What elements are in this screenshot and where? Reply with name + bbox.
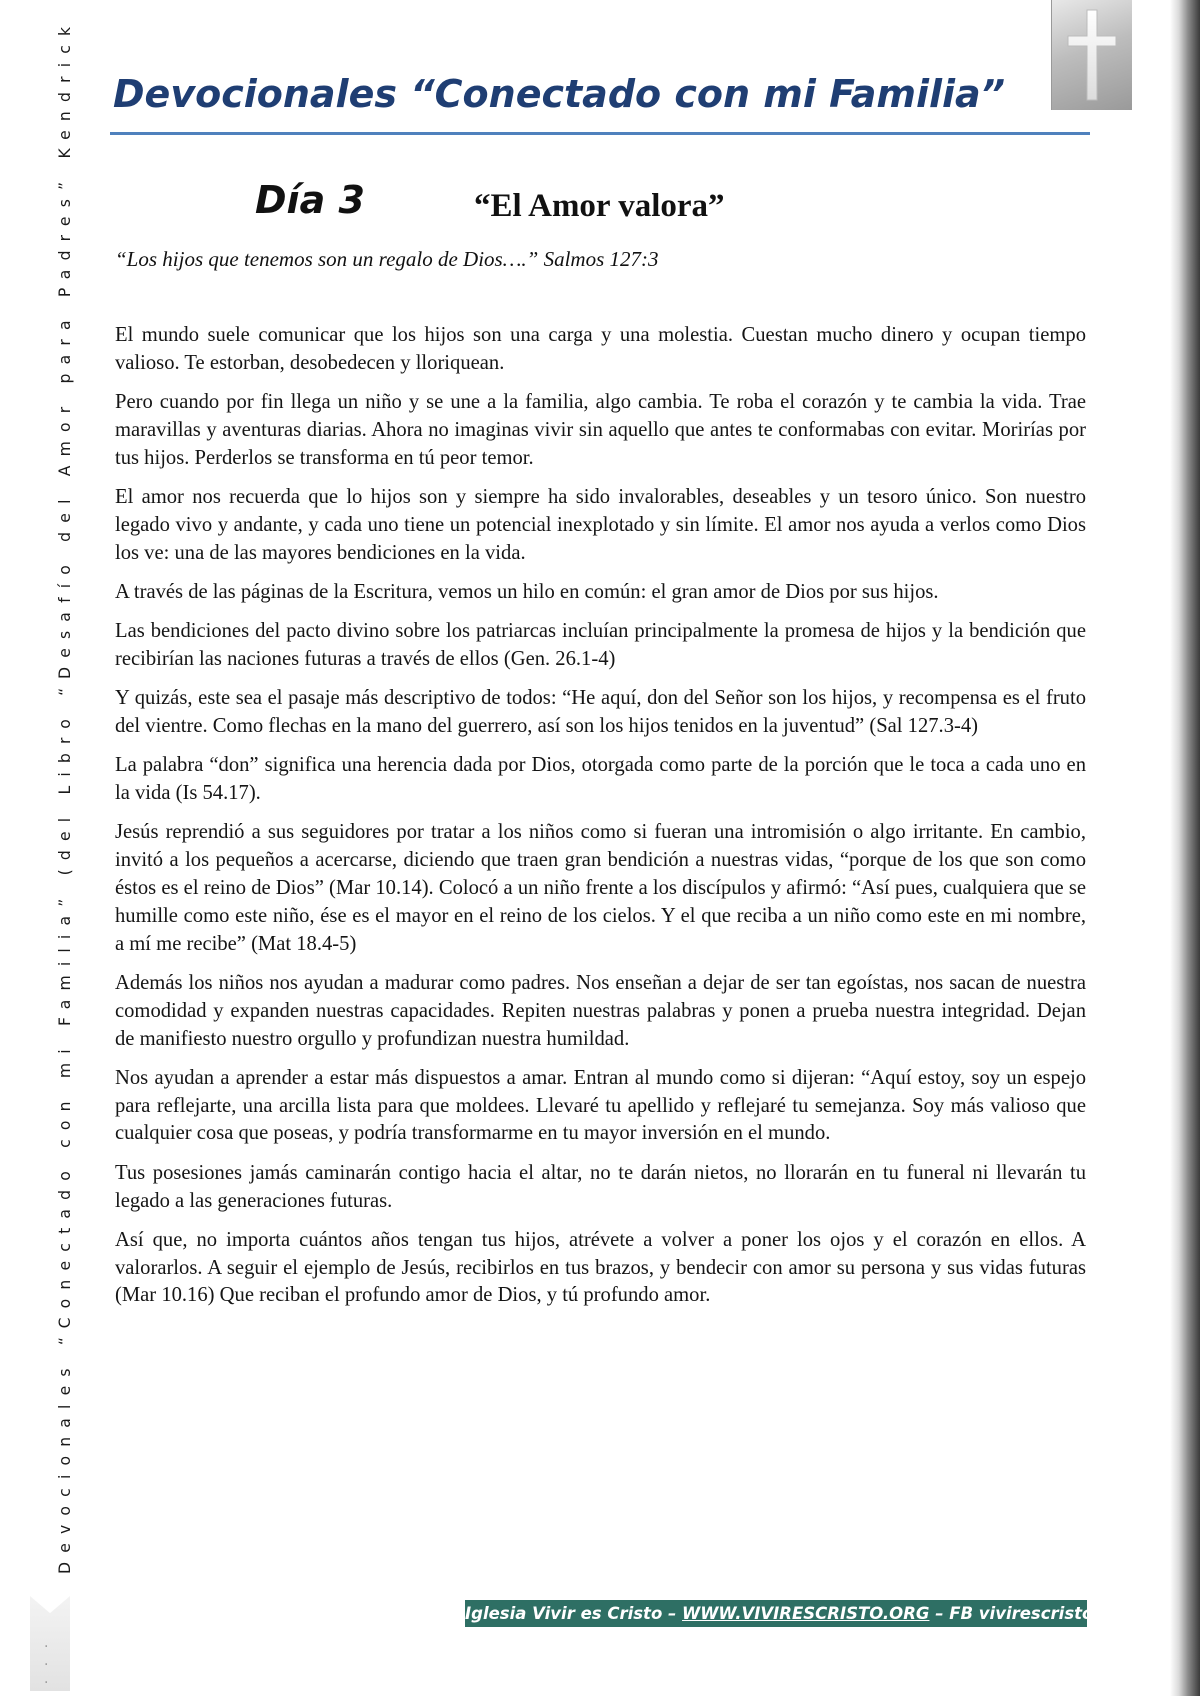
paragraph: Jesús reprendió a sus seguidores por tratar a los niños como si fueran una intromisión o algo irritante. En cambio, invitó a los pequeños a acercarse, diciendo que traen gran bendición a nuestras vidas, “porque de los que son como éstos es el reino de Dios” (Mar 10.14). Colocó a un niño frente a los discípulos y afirmó: “Así pues, cualquiera que se humille como este niño, ése es el mayor en el reino de los cielos. Y el que reciba a un niño como este en mi nombre, a mí me recibe” (Mat 18.4-5) <box>115 821 1086 955</box>
paragraph: A través de las páginas de la Escritura, vemos un hilo en común: el gran amor de Dios por sus hijos. <box>115 580 939 603</box>
paragraph: Las bendiciones del pacto divino sobre los patriarcas incluían principalmente la promesa de hijos y la bendición que recibirían las naciones futuras a través de ellos (Gen. 26.1-4) <box>115 620 1086 670</box>
page-corner-tab <box>30 1596 70 1691</box>
day-number: Día 3 <box>255 178 365 222</box>
paragraph: Además los niños nos ayudan a madurar como padres. Nos enseñan a dejar de ser tan egoístas, nos sacan de nuestra comodidad y expanden nuestras capacidades. Repiten nuestras palabras y ponen a prueba nuestra integridad. Dejan de manifiesto nuestro orgullo y profundizan nuestra humildad. <box>115 971 1086 1050</box>
key-verse: “Los hijos que tenemos son un regalo de Dios….” Salmos 127:3 <box>115 247 659 271</box>
paragraph: Así que, no importa cuántos años tengan tus hijos, atrévete a volver a poner los ojos y el corazón en ellos. A valorarlos. A seguir el ejemplo de Jesús, recibirlos en tus brazos, y bendecir con amor su persona y sus vidas futuras (Mar 10.16) Que reciban el profundo amor de Dios, y tú profundo amor. <box>115 1228 1086 1307</box>
devotional-title: “El Amor valora” <box>474 188 725 224</box>
paragraph: La palabra “don” significa una herencia dada por Dios, otorgada como parte de la porción que le toca a cada uno en la vida (Is 54.17). <box>115 754 1086 805</box>
vertical-side-caption: Devocionales “Conectado con mi Familia” (del Libro “Desafío del Amor para Padres” Kendrick <box>56 17 74 1574</box>
paragraph: El amor nos recuerda que lo hijos son y siempre ha sido invalorables, deseables y un tesoro único. Son nuestro legado vivo y andante, y cada uno tiene un potencial inexplotado y sin límite. El amor nos ayuda a verlos como Dios los ve: una de las mayores bendiciones en la vida. <box>115 485 1086 564</box>
cross-icon <box>1064 6 1120 104</box>
paragraph: Y quizás, este sea el pasaje más descriptivo de todos: “He aquí, don del Señor son los hijos, y recompensa es el fruto del vientre. Como flechas en la mano del guerrero, así son los hijos tenidos en la juventud” (Sal 127.3-4) <box>115 687 1086 738</box>
header-divider <box>110 132 1090 135</box>
paragraph: Nos ayudan a aprender a estar más dispuestos a amar. Entran al mundo como si dijeran: “Aquí estoy, soy un espejo para reflejarte, una arcilla lista para que moldees. Llevaré tu apellido y reflejaré tu semejanza. Soy más valioso que cualquier cosa que poseas, y podría transformarme en tu mayor inversión en el mundo. <box>115 1066 1086 1145</box>
header-title: Devocionales “Conectado con mi Familia” <box>113 72 1006 116</box>
footer-banner <box>465 1600 1094 1627</box>
footer-social: – FB vivirescristo <box>929 1604 1094 1623</box>
page-corner-dots: . . . <box>44 1635 49 1687</box>
page-edge-shadow <box>1170 0 1200 1696</box>
cross-logo <box>1051 0 1132 110</box>
devotional-body <box>115 322 1086 1322</box>
footer-church-name: Iglesia Vivir es Cristo – <box>465 1604 683 1623</box>
paragraph: Pero cuando por fin llega un niño y se une a la familia, algo cambia. Te roba el corazón y te cambia la vida. Trae maravillas y aventuras diarias. Ahora no imaginas vivir sin aquello que antes te conformabas con evitar. Morirías por tus hijos. Perderlos se transforma en tú peor temor. <box>115 391 1086 469</box>
paragraph: El mundo suele comunicar que los hijos son una carga y una molestia. Cuestan mucho dinero y ocupan tiempo valioso. Te estorban, desobedecen y lloriquean. <box>115 324 1086 374</box>
footer-website-link[interactable]: WWW.VIVIRESCRISTO.ORG <box>682 1604 930 1623</box>
paragraph: Tus posesiones jamás caminarán contigo hacia el altar, no te darán nietos, no llorarán en tu funeral ni llevarán tu legado a las generaciones futuras. <box>115 1161 1086 1212</box>
